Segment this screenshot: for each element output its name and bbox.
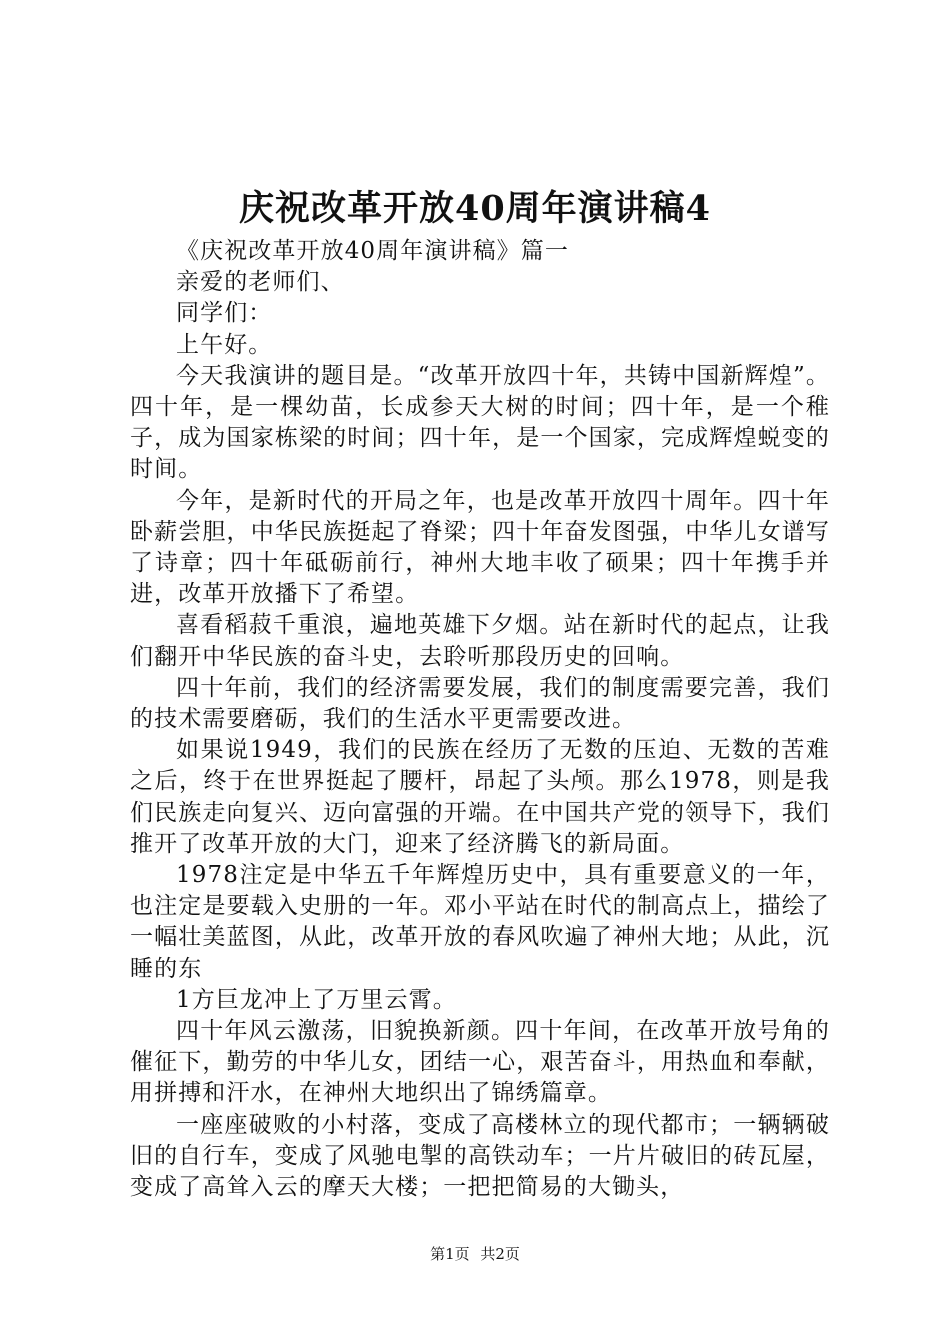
paragraph-9: 如果说1949，我们的民族在经历了无数的压迫、无数的苦难之后，终于在世界挺起了腰杆，昂起了头颅。那么1978，则是我们民族走向复兴、迈向富强的开端。在中国共产党的领导下，我们推开了改革开放的大门，迎来了经济腾飞的新局面。 bbox=[130, 737, 830, 857]
document-body bbox=[130, 236, 830, 1203]
paragraph-8: 四十年前，我们的经济需要发展，我们的制度需要完善，我们的技术需要磨砺，我们的生活水平更需要改进。 bbox=[130, 674, 830, 733]
page-number: 第1页 bbox=[430, 1245, 470, 1263]
paragraph-1: 《庆祝改革开放40周年演讲稿》篇一 bbox=[176, 238, 569, 264]
paragraph-11: 1方巨龙冲上了万里云霄。 bbox=[176, 986, 457, 1013]
paragraph-3: 同学们： bbox=[176, 300, 273, 327]
paragraph-7: 喜看稻菽千重浪，遍地英雄下夕烟。站在新时代的起点，让我们翻开中华民族的奋斗史，去聆听那段历史的回响。 bbox=[130, 612, 830, 670]
paragraph-10: 1978注定是中华五千年辉煌历史中，具有重要意义的一年，也注定是要载入史册的一年。邓小平站在时代的制高点上，描绘了一幅壮美蓝图，从此，改革开放的春风吹遍了神州大地；从此，沉睡的东 bbox=[130, 862, 830, 982]
document-title: 庆祝改革开放40周年演讲稿4 bbox=[238, 188, 712, 229]
paragraph-4: 上午好。 bbox=[176, 331, 273, 358]
paragraph-6: 今年，是新时代的开局之年，也是改革开放四十周年。四十年卧薪尝胆，中华民族挺起了脊梁；四十年奋发图强，中华儿女谱写了诗章；四十年砥砺前行，神州大地丰收了硕果；四十年携手并进，改革开放播下了希望。 bbox=[130, 487, 830, 608]
paragraph-12: 四十年风云激荡，旧貌换新颜。四十年间，在改革开放号角的催征下，勤劳的中华儿女，团结一心，艰苦奋斗，用热血和奉献，用拼搏和汗水，在神州大地织出了锦绣篇章。 bbox=[130, 1018, 830, 1107]
page-footer bbox=[0, 1244, 950, 1264]
paragraph-13: 一座座破败的小村落，变成了高楼林立的现代都市；一辆辆破旧的自行车，变成了风驰电掣的高铁动车；一片片破旧的砖瓦屋，变成了高耸入云的摩天大楼；一把把简易的大锄头， bbox=[130, 1111, 830, 1201]
page-total: 共2页 bbox=[480, 1245, 520, 1263]
paragraph-2: 亲爱的老师们、 bbox=[176, 269, 345, 296]
paragraph-5: 今天我演讲的题目是。“改革开放四十年，共铸中国新辉煌”。四十年，是一棵幼苗，长成参天大树的时间；四十年，是一个稚子，成为国家栋梁的时间；四十年，是一个国家，完成辉煌蜕变的时间。 bbox=[130, 362, 830, 483]
